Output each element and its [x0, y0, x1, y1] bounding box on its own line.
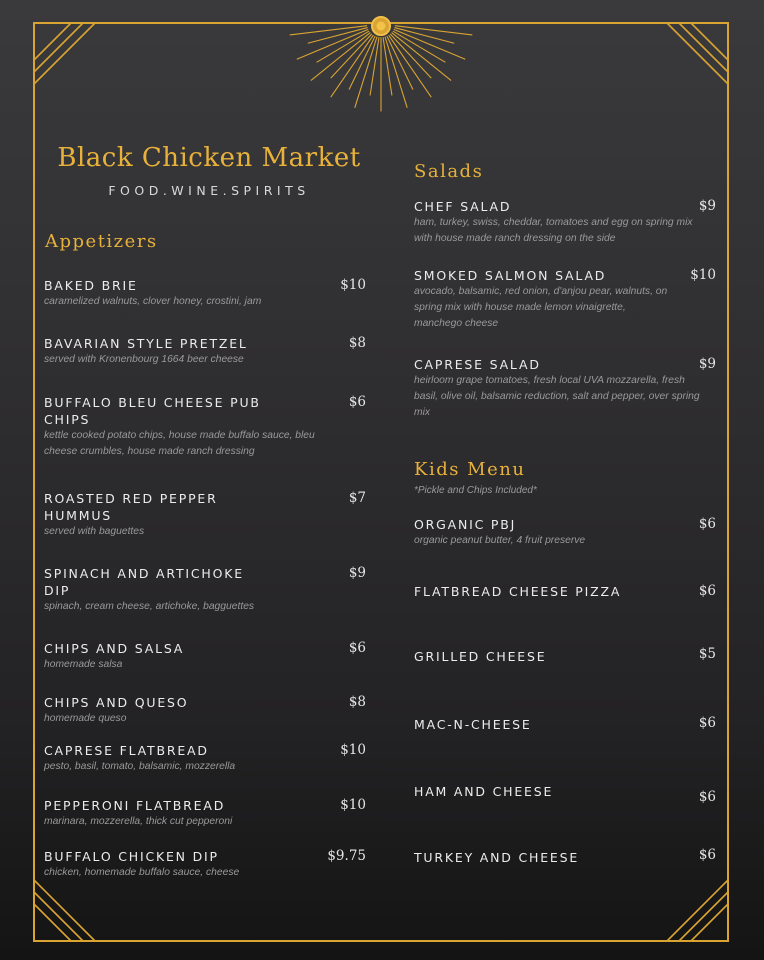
- item-price: $8: [348, 694, 366, 710]
- corner-line: [667, 880, 728, 941]
- item-description: chicken, homemade buffalo sauce, cheese: [44, 867, 240, 878]
- item-price: $6: [348, 394, 366, 410]
- kids-menu-heading: Kids Menu: [414, 459, 526, 480]
- sun-ray: [331, 35, 374, 97]
- menu-item: [414, 648, 684, 665]
- item-description: homemade queso: [44, 713, 127, 724]
- menu-item: [414, 267, 676, 332]
- item-name: BAKED BRIE: [44, 278, 138, 293]
- item-name: ORGANIC PBJ: [414, 517, 517, 532]
- item-name: CHIPS AND SALSA: [44, 641, 185, 656]
- menu-item: [44, 490, 284, 540]
- item-description: caramelized walnuts, clover honey, crostini, jam: [44, 296, 262, 307]
- corner-line: [34, 892, 83, 941]
- item-name: BAVARIAN STYLE PRETZEL: [44, 336, 248, 351]
- item-price: $6: [348, 640, 366, 656]
- kids-menu-note: *Pickle and Chips Included*: [414, 485, 537, 496]
- item-price: $6: [698, 847, 716, 863]
- item-price: $10: [340, 797, 366, 813]
- item-name: CHEF SALAD: [414, 199, 512, 214]
- item-price: $9.75: [327, 848, 366, 864]
- item-price: $9: [348, 565, 366, 581]
- item-description: ham, turkey, swiss, cheddar, tomatoes and egg on spring mix with house made ranch dressing on the side: [414, 217, 693, 244]
- item-description: avocado, balsamic, red onion, d'anjou pear, walnuts, on spring mix with house made lemon vinaigrette, manchego cheese: [414, 286, 668, 329]
- item-price: $6: [698, 715, 716, 731]
- item-price: $7: [348, 490, 366, 506]
- item-name: BUFFALO BLEU CHEESE PUB CHIPS: [44, 395, 261, 427]
- item-price: $9: [698, 356, 716, 372]
- item-price: $10: [340, 277, 366, 293]
- item-price: $6: [698, 516, 716, 532]
- corner-line: [679, 23, 728, 72]
- menu-item: [44, 797, 334, 830]
- menu-item: [414, 356, 709, 421]
- item-name: GRILLED CHEESE: [414, 649, 547, 664]
- item-name: BUFFALO CHICKEN DIP: [44, 849, 219, 864]
- item-description: pesto, basil, tomato, balsamic, mozzerella: [44, 761, 236, 772]
- item-name: FLATBREAD CHEESE PIZZA: [414, 584, 622, 599]
- item-name: PEPPERONI FLATBREAD: [44, 798, 226, 813]
- corner-line: [34, 23, 83, 72]
- item-price: $10: [340, 742, 366, 758]
- item-description: marinara, mozzerella, thick cut pepperoni: [44, 816, 233, 827]
- menu-item: [44, 565, 334, 615]
- item-description: kettle cooked potato chips, house made buffalo sauce, bleu cheese crumbles, house made ranch dressing: [44, 430, 315, 457]
- item-description: heirloom grape tomatoes, fresh local UVA mozzarella, fresh basil, olive oil, balsamic reduction, salt and pepper, over spring mix: [414, 375, 700, 418]
- restaurant-name: Black Chicken Market: [57, 143, 361, 173]
- item-name: TURKEY AND CHEESE: [414, 850, 580, 865]
- sun-ray: [389, 35, 432, 97]
- menu-item: [44, 640, 334, 673]
- menu-item: [414, 783, 684, 800]
- sun-ray: [297, 29, 368, 59]
- menu-item: [44, 694, 334, 727]
- item-name: CHIPS AND QUESO: [44, 695, 189, 710]
- menu-item: [44, 848, 334, 881]
- item-name: CAPRESE FLATBREAD: [44, 743, 209, 758]
- menu-item: [44, 335, 334, 368]
- item-description: served with Kronenbourg 1664 beer cheese: [44, 354, 244, 365]
- sun-ray: [317, 31, 370, 62]
- item-description: organic peanut butter, 4 fruit preserve: [414, 535, 586, 546]
- item-price: $10: [690, 267, 716, 283]
- sun-ray: [393, 31, 446, 62]
- menu-item: [414, 516, 709, 549]
- item-price: $6: [698, 583, 716, 599]
- menu-item: [44, 277, 334, 310]
- corner-line: [667, 23, 728, 84]
- menu-item: [414, 716, 684, 733]
- item-description: served with baguettes: [44, 526, 145, 537]
- corner-line: [34, 23, 95, 84]
- item-name: CAPRESE SALAD: [414, 357, 541, 372]
- corner-line: [34, 880, 95, 941]
- item-price: $9: [698, 198, 716, 214]
- restaurant-tagline: FOOD.WINE.SPIRITS: [108, 183, 310, 198]
- menu-item: [414, 849, 684, 866]
- item-name: HAM AND CHEESE: [414, 784, 554, 799]
- item-name: SPINACH AND ARTICHOKE DIP: [44, 566, 244, 598]
- item-name: ROASTED RED PEPPER HUMMUS: [44, 491, 218, 523]
- item-price: $8: [348, 335, 366, 351]
- sunburst-ornament: [290, 26, 473, 112]
- item-name: MAC-N-CHEESE: [414, 717, 532, 732]
- menu-item: [44, 742, 334, 775]
- item-description: homemade salsa: [44, 659, 123, 670]
- sun-core: [377, 22, 386, 31]
- item-price: $6: [698, 789, 716, 805]
- item-description: spinach, cream cheese, artichoke, bagguettes: [44, 601, 255, 612]
- menu-item: [414, 198, 709, 247]
- menu-item: [414, 583, 684, 600]
- sun-ray: [394, 28, 454, 44]
- corner-line: [679, 892, 728, 941]
- appetizers-heading: Appetizers: [45, 231, 158, 252]
- item-name: SMOKED SALMON SALAD: [414, 268, 607, 283]
- sun-ray: [308, 28, 368, 44]
- sun-ray: [394, 29, 465, 59]
- item-price: $5: [698, 646, 716, 662]
- salads-heading: Salads: [414, 161, 484, 182]
- menu-item: [44, 394, 344, 460]
